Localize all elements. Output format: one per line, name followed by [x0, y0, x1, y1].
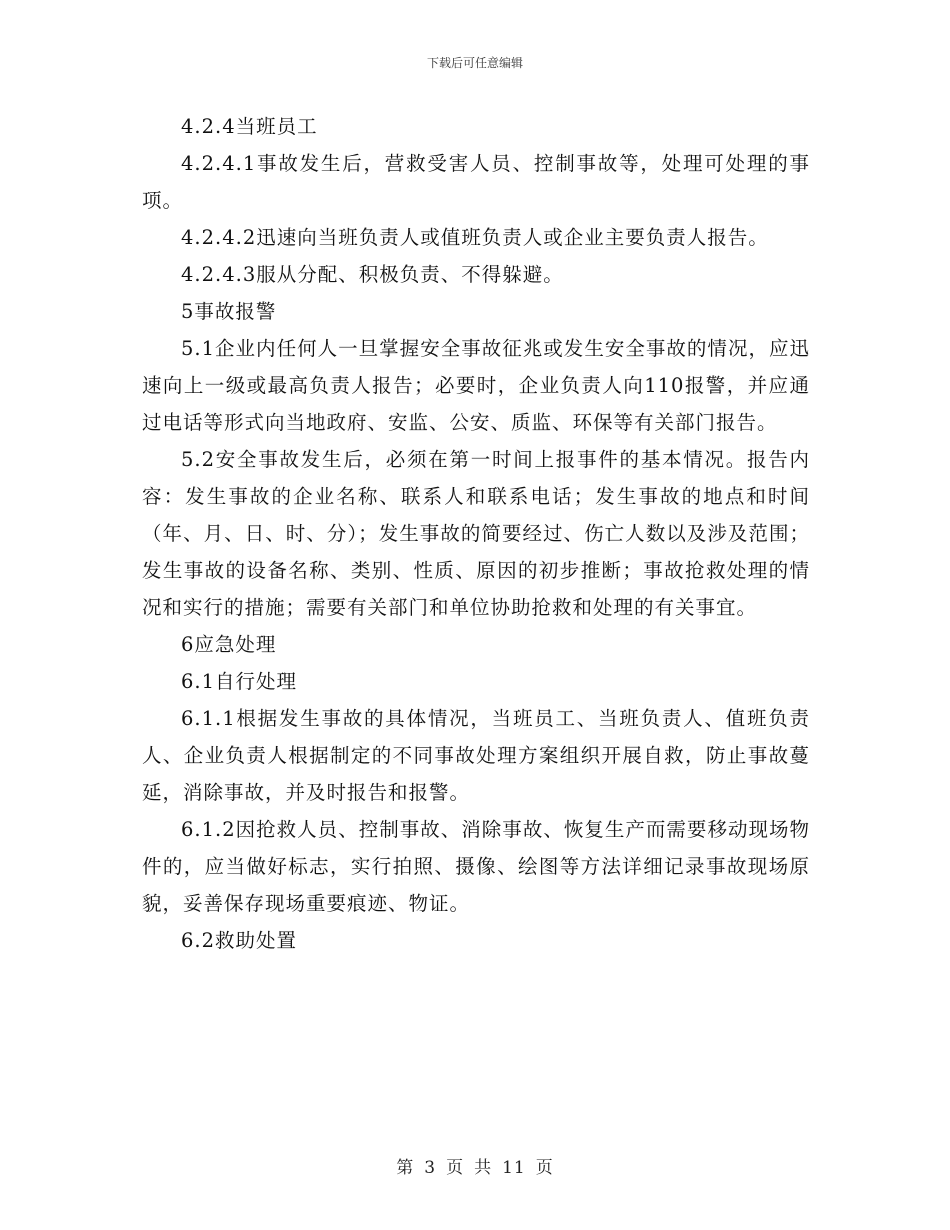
- footer-suffix: 页: [535, 1158, 554, 1178]
- paragraph: 6.1.1根据发生事故的具体情况，当班员工、当班负责人、值班负责人、企业负责人根据制定的不同事故处理方案组织开展自救，防止事故蔓延，消除事故，并及时报告和报警。: [142, 707, 810, 804]
- paragraph: 5.1企业内任何人一旦掌握安全事故征兆或发生安全事故的情况，应迅速向上一级或最高负责人报告；必要时，企业负责人向110报警，并应通过电话等形式向当地政府、安监、公安、质监、环保等有关部门报告。: [142, 337, 810, 434]
- paragraph: 4.2.4.3服从分配、积极负责、不得躲避。: [181, 263, 564, 286]
- footer-total-word: 共: [474, 1158, 493, 1178]
- current-page-number: 3: [424, 1158, 437, 1178]
- section-heading: 6应急处理: [181, 633, 277, 656]
- header-note: 下载后可任意编辑: [426, 56, 523, 70]
- paragraph: 4.2.4.2迅速向当班负责人或值班负责人或企业主要负责人报告。: [181, 226, 769, 249]
- page-footer: [0, 1153, 950, 1178]
- footer-page-word: 页: [446, 1158, 465, 1178]
- paragraph: 5.2安全事故发生后，必须在第一时间上报事件的基本情况。报告内容：发生事故的企业名称、联系人和联系电话；发生事故的地点和时间（年、月、日、时、分）；发生事故的简要经过、伤亡人数以及涉及范围；发生事故的设备名称、类别、性质、原因的初步推断；事故抢救处理的情况和实行的措施；需要有关部门和单位协助抢救和处理的有关事宜。: [142, 448, 810, 619]
- paragraph: 4.2.4当班员工: [181, 115, 318, 138]
- subsection-heading: 6.2救助处置: [181, 929, 298, 952]
- total-pages-number: 11: [502, 1158, 526, 1178]
- section-heading: 5事故报警: [181, 300, 277, 323]
- paragraph: 4.2.4.1事故发生后，营救受害人员、控制事故等，处理可处理的事项。: [142, 152, 810, 212]
- paragraph: 6.1.2因抢救人员、控制事故、消除事故、恢复生产而需要移动现场物件的，应当做好标志，实行拍照、摄像、绘图等方法详细记录事故现场原貌，妥善保存现场重要痕迹、物证。: [142, 818, 810, 915]
- subsection-heading: 6.1自行处理: [181, 670, 298, 693]
- footer-prefix: 第: [396, 1158, 415, 1178]
- document-body: [142, 108, 810, 959]
